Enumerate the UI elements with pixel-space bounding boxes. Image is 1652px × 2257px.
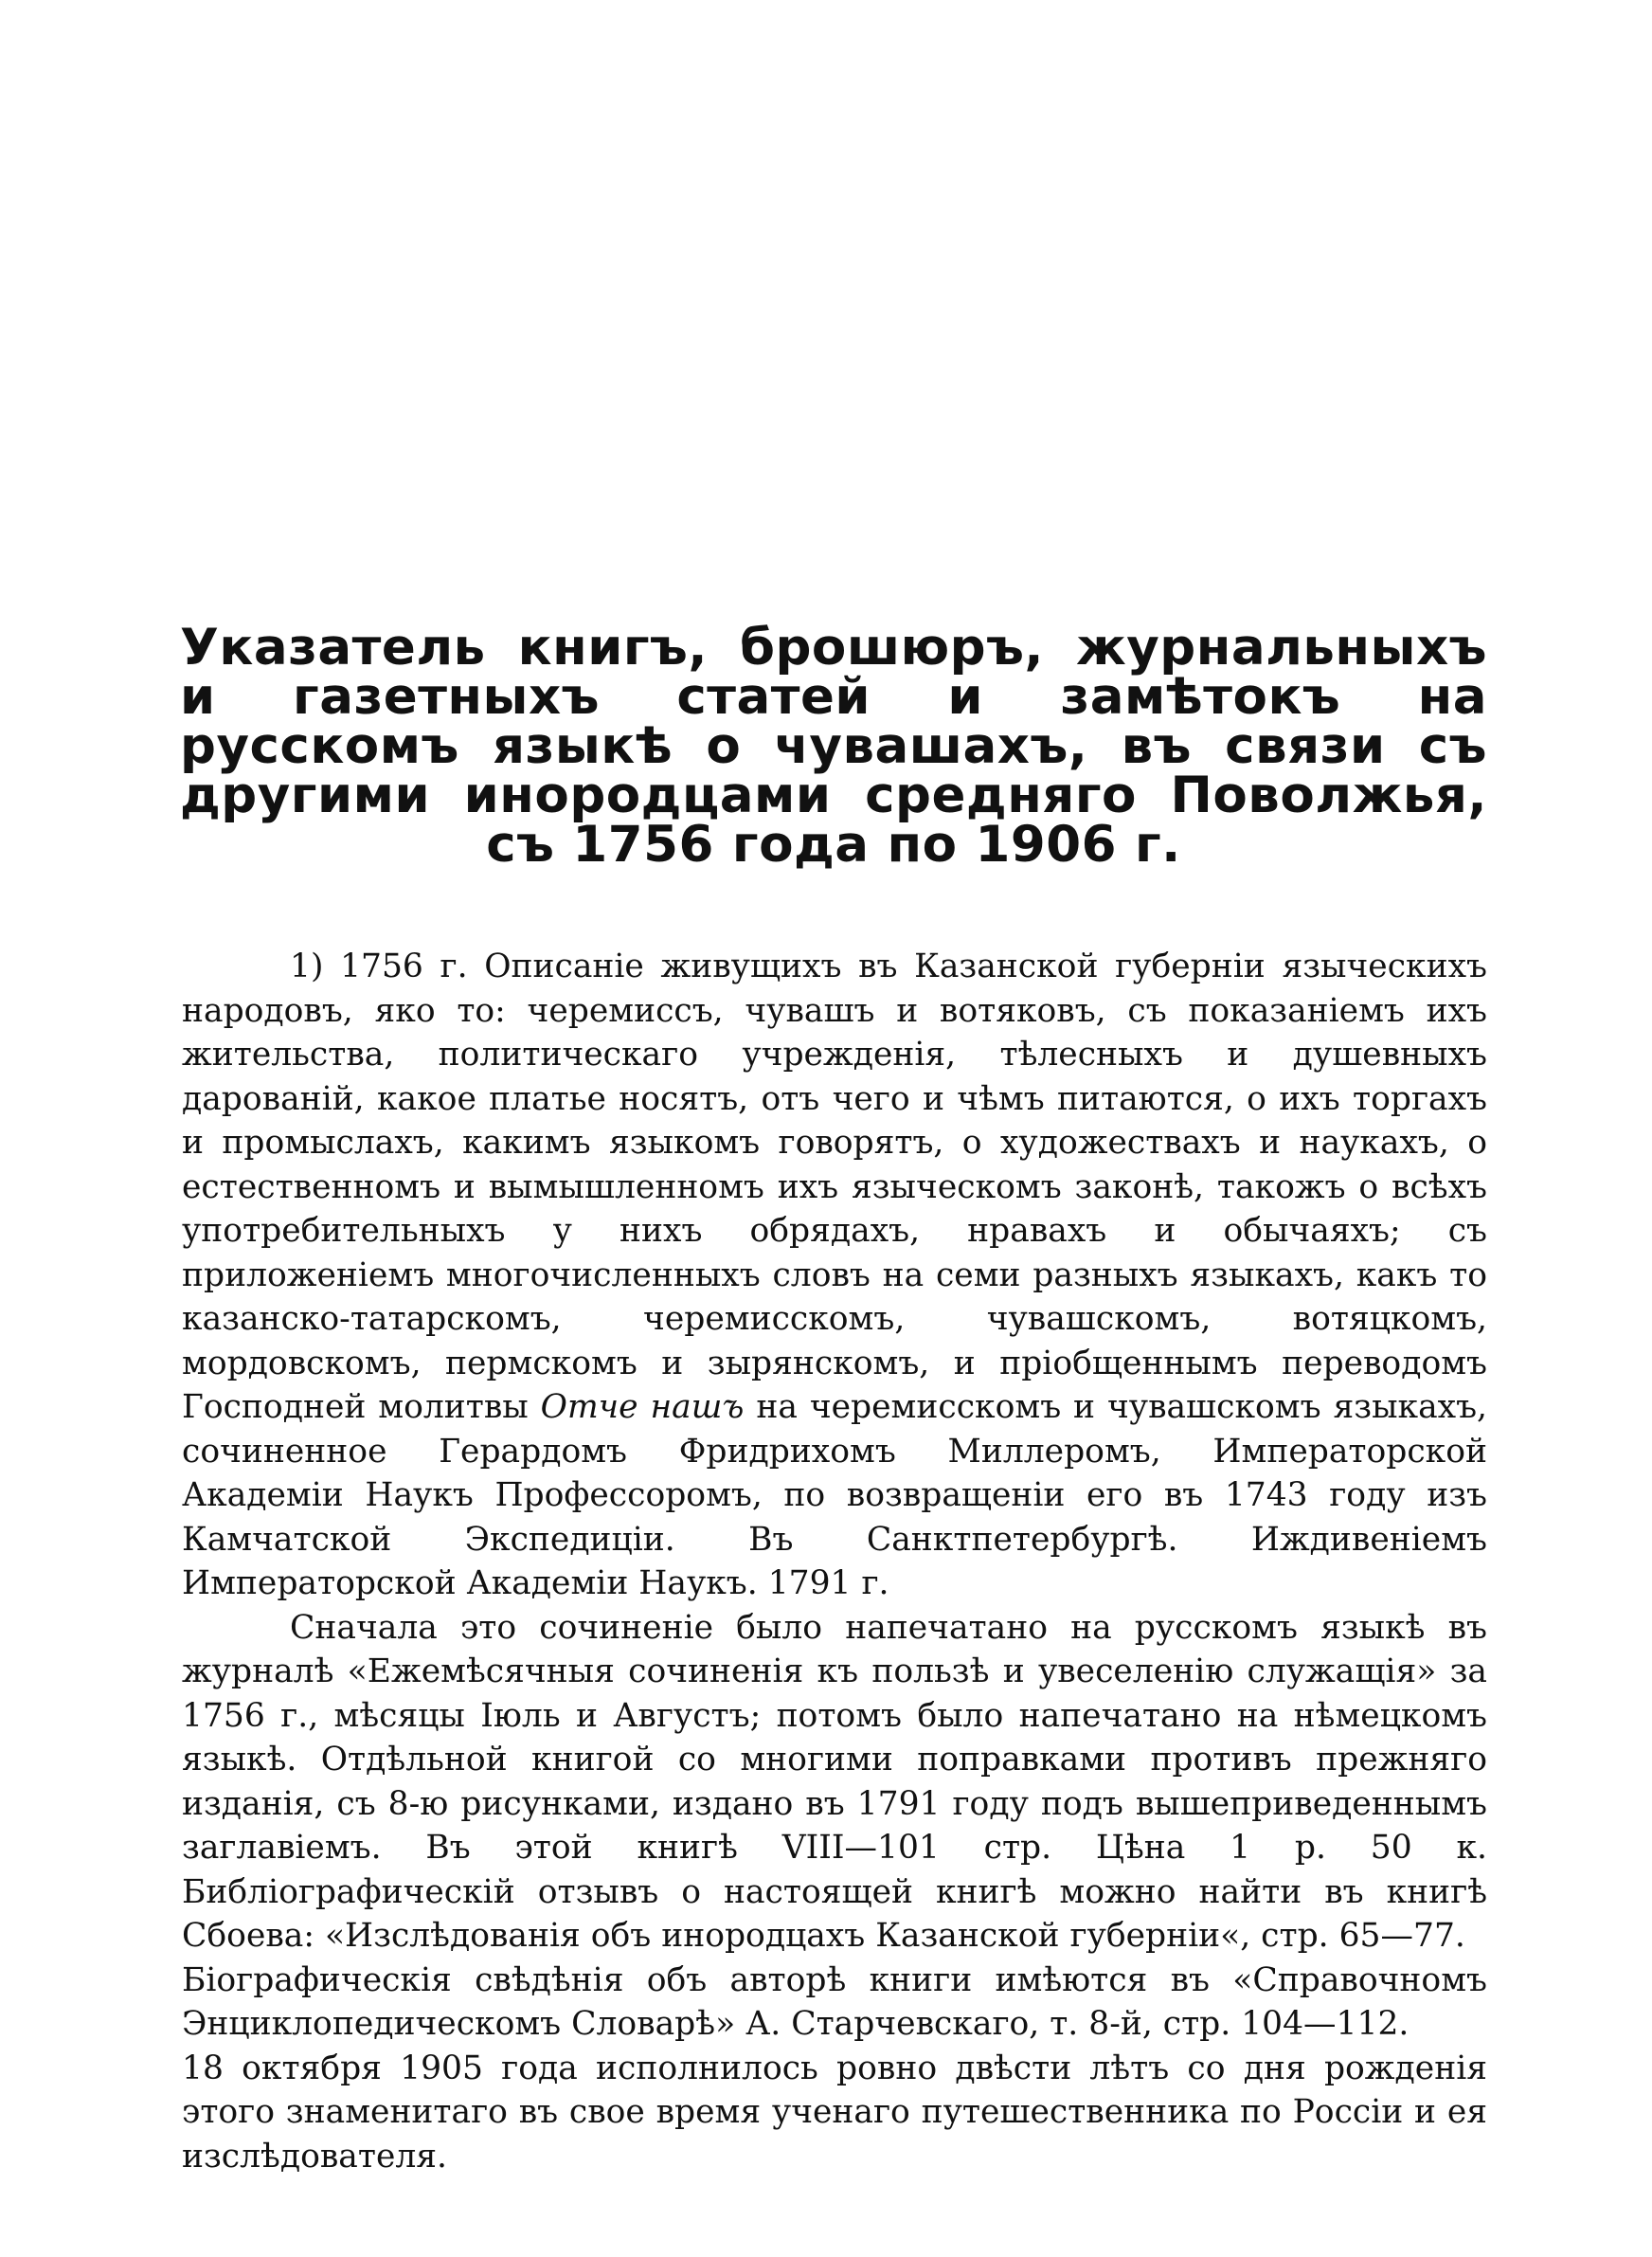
- entry-1-text: 1) 1756 г. Описаніе живущихъ въ Казанской губерніи языческихъ народовъ, яко то: черемиссъ, чувашъ и вотяковъ, съ показаніемъ ихъ жительства, политическаго учрежденія, тѣлесныхъ и душевныхъ дарованій, какое платье носятъ, отъ чего и чѣмъ питаются, о ихъ торгахъ и промыслахъ, какимъ языкомъ говорятъ, о художествахъ и наукахъ, о естественномъ и вымышленномъ ихъ языческомъ законѣ, такожъ о всѣхъ употребительныхъ у нихъ обрядахъ, нравахъ и обычаяхъ; съ приложеніемъ многочисленныхъ словъ на семи разныхъ языкахъ, какъ то казанско-татарскомъ, черемисскомъ, чувашскомъ, вотяцкомъ, мордовскомъ, пермскомъ и зырянскомъ, и пріобщеннымъ переводомъ Господней молитвы: [182, 948, 1487, 1426]
- entry-1-italic-title: Отче нашъ: [540, 1388, 745, 1426]
- document-body: [182, 945, 1487, 2178]
- paragraph-2: Сначала это сочиненіе было напечатано на русскомъ языкѣ въ журналѣ «Ежемѣсячныя сочиненія къ пользѣ и увеселенію служащія» за 1756 г., мѣсяцы Іюль и Августъ; потомъ было напечатано на нѣмецкомъ языкѣ. Отдѣльной книгой со многими поправками противъ прежняго изданія, съ 8-ю рисунками, издано въ 1791 году подъ вышеприведеннымъ заглавіемъ. Въ этой книгѣ VIII—101 стр. Цѣна 1 р. 50 к. Библіографическій отзывъ о настоящей книгѣ можно найти въ книгѣ Сбоева: «Изслѣдованія объ инородцахъ Казанской губерніи«, стр. 65—77.: [182, 1608, 1487, 1955]
- entry-1-paragraph: [182, 945, 1487, 1606]
- entry-1-text-continued: на черемисскомъ и чувашскомъ языкахъ, сочиненное Герардомъ Фридрихомъ Миллеромъ, Императорской Академіи Наукъ Профессоромъ, по возвращеніи его въ 1743 году изъ Камчатской Экспедиціи. Въ Санктпетербургѣ. Иждивеніемъ Императорской Академіи Наукъ. 1791 г.: [182, 1388, 1488, 1602]
- paragraph-4: 18 октября 1905 года исполнилось ровно двѣсти лѣтъ со дня рожденія этого знаменитаго въ свое время ученаго путешественника по Россіи и ея изслѣдователя.: [182, 2049, 1487, 2176]
- paragraph-3: Біографическія свѣдѣнія объ авторѣ книги имѣются въ «Справочномъ Энциклопедическомъ Словарѣ» А. Старчевскаго, т. 8-й, стр. 104—112.: [182, 1960, 1487, 2043]
- page-title: Указатель книгъ, брошюръ, журнальныхъ и газетныхъ статей и замѣтокъ на русскомъ языкѣ о чувашахъ, въ связи съ другими инородцами средняго Поволжья, съ 1756 года по 1906 г.: [180, 619, 1487, 874]
